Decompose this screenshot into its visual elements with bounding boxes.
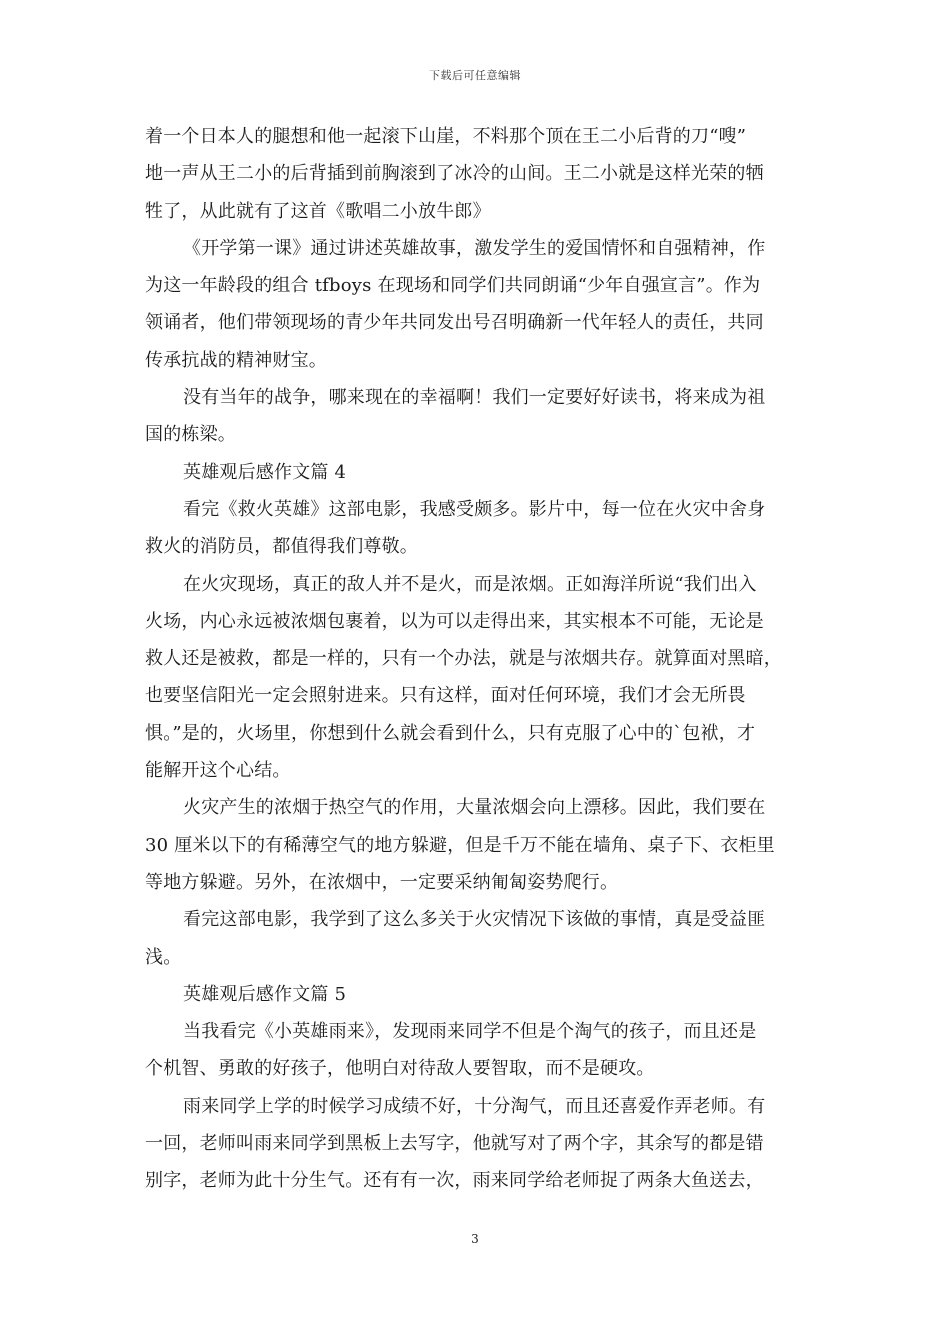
text-line: 国的栋梁。 (145, 424, 236, 446)
paragraph-start-line: 《开学第一课》通过讲述英雄故事，激发学生的爱国情怀和自强精神，作 (183, 237, 766, 259)
paragraph-start-line: 看完这部电影，我学到了这么多关于火灾情况下该做的事情，真是受益匪 (183, 909, 766, 931)
text-line: 浅。 (145, 946, 182, 968)
section-heading: 英雄观后感作文篇 4 (183, 461, 347, 483)
paragraph-start-line: 看完《救火英雄》这部电影，我感受颇多。影片中，每一位在火灾中舍身 (183, 498, 766, 520)
text-line: 救人还是被救，都是一样的，只有一个办法，就是与浓烟共存。就算面对黑暗， (145, 648, 782, 670)
page-header: 下载后可任意编辑 (429, 69, 521, 82)
text-line: 为这一年龄段的组合 tfboys 在现场和同学们共同朗诵“少年自强宣言”。作为 (145, 275, 761, 297)
text-line: 领诵者，他们带领现场的青少年共同发出号召明确新一代年轻人的责任，共同 (145, 312, 764, 334)
text-line: 一回，老师叫雨来同学到黑板上去写字，他就写对了两个字，其余写的都是错 (145, 1133, 764, 1155)
document-body (145, 118, 807, 1200)
section-heading: 英雄观后感作文篇 5 (183, 983, 347, 1005)
paragraph-start-line: 没有当年的战争，哪来现在的幸福啊！我们一定要好好读书，将来成为祖 (183, 387, 766, 409)
text-line: 火场，内心永远被浓烟包裹着，以为可以走得出来，其实根本不可能，无论是 (145, 610, 764, 632)
text-line: 30 厘米以下的有稀薄空气的地方躲避，但是千万不能在墙角、桌子下、衣柜里 (145, 834, 775, 856)
text-line: 惧。”是的，火场里，你想到什么就会看到什么，只有克服了心中的`包袱，才 (145, 722, 756, 744)
paragraph-start-line: 在火灾现场，真正的敌人并不是火，而是浓烟。正如海洋所说“我们出入 (183, 573, 757, 595)
text-line: 个机智、勇敢的好孩子，他明白对待敌人要智取，而不是硬攻。 (145, 1058, 655, 1080)
text-line: 地一声从王二小的后背插到前胸滚到了冰冷的山间。王二小就是这样光荣的牺 (145, 163, 764, 185)
text-line: 等地方躲避。另外，在浓烟中，一定要采纳匍匐姿势爬行。 (145, 871, 619, 893)
text-line: 别字，老师为此十分生气。还有有一次，雨来同学给老师捉了两条大鱼送去， (145, 1170, 764, 1192)
text-line: 牲了，从此就有了这首《歌唱二小放牛郎》 (145, 200, 491, 222)
page-number: 3 (471, 1232, 479, 1246)
text-line: 传承抗战的精神财宝。 (145, 349, 327, 371)
text-line: 也要坚信阳光一定会照射进来。只有这样，面对任何环境，我们才会无所畏 (145, 685, 746, 707)
text-line: 救火的消防员，都值得我们尊敬。 (145, 536, 418, 558)
text-line: 着一个日本人的腿想和他一起滚下山崖，不料那个顶在王二小后背的刀“嗖” (145, 126, 747, 147)
paragraph-start-line: 火灾产生的浓烟于热空气的作用，大量浓烟会向上漂移。因此，我们要在 (183, 797, 766, 819)
text-line: 能解开这个心结。 (145, 760, 291, 782)
paragraph-start-line: 当我看完《小英雄雨来》，发现雨来同学不但是个淘气的孩子，而且还是 (183, 1021, 757, 1043)
paragraph-start-line: 雨来同学上学的时候学习成绩不好，十分淘气，而且还喜爱作弄老师。有 (183, 1095, 766, 1117)
